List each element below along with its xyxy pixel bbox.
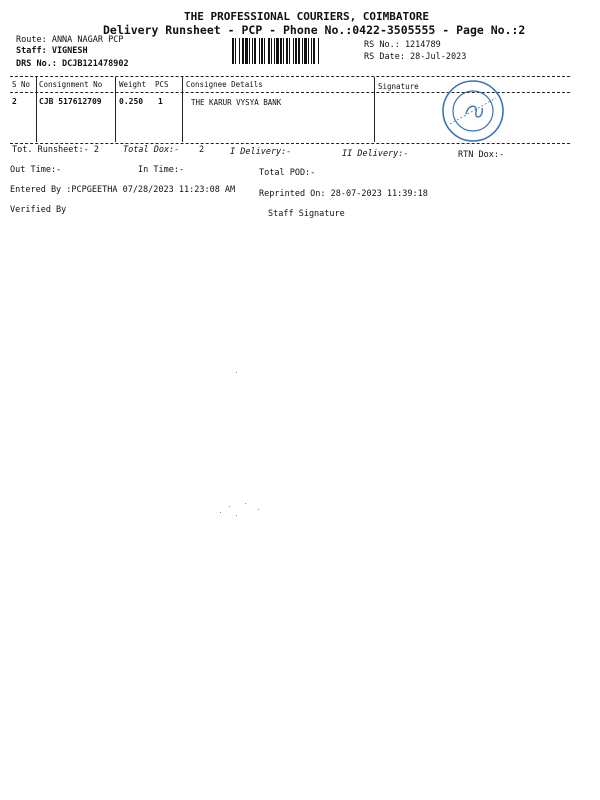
scan-speck [258,509,259,510]
barcode-bar [264,38,265,64]
scan-speck [229,506,230,507]
barcode-bar [295,38,297,64]
col-divider [36,77,37,142]
total-runsheet: Tot. Runsheet:- 2 [12,145,99,155]
scan-speck [245,503,246,504]
col-header-consignment: Consignment No [39,80,103,89]
rs-date: RS Date: 28-Jul-2023 [364,52,467,62]
barcode-bar [313,38,315,64]
verified-by-label: Verified By [10,205,67,215]
col-divider [115,77,116,142]
barcode-bar [289,38,290,64]
rtn-dox-label: RTN Dox:- [458,150,505,160]
total-dox-label: Total Dox:- [123,145,180,155]
ii-delivery-label: II Delivery:- [342,149,409,159]
total-dox-value: 2 [199,145,205,155]
row-sno: 2 [12,97,17,106]
barcode-bar [286,38,288,64]
row-pcs: 1 [158,97,163,106]
route-label: Route: ANNA NAGAR PCP [16,35,124,45]
barcode-image [232,38,358,64]
barcode-bar [259,38,260,64]
barcode-bar [276,38,279,64]
barcode-bar [274,38,275,64]
barcode-bar [308,38,309,64]
col-divider [182,77,183,142]
col-divider [374,77,375,142]
total-pod-label: Total POD:- [259,168,316,178]
company-title: THE PROFESSIONAL COURIERS, COIMBATORE [184,10,430,23]
barcode-bar [311,38,312,64]
out-time-label: Out Time:- [10,165,62,175]
delivery-stamp-icon [440,78,506,144]
barcode-bar [298,38,300,64]
scan-speck [220,512,221,513]
entered-by: Entered By :PCPGEETHA 07/28/2023 11:23:08 AM [10,185,236,195]
barcode-bar [245,38,248,64]
row-consignment: CJB 517612709 [39,97,102,106]
col-header-signature: Signature [378,82,419,91]
row-weight: 0.250 [119,97,144,106]
barcode-bar [283,38,284,64]
reprinted-on: Reprinted On: 28-07-2023 11:39:18 [259,189,428,199]
scan-speck [236,515,237,516]
barcode-bar [271,38,272,64]
barcode-bar [252,38,253,64]
barcode-bar [268,38,270,64]
row-consignee: THE KARUR VYSYA BANK [191,98,282,107]
in-time-label: In Time:- [138,165,185,175]
barcode-bar [232,38,234,64]
barcode-bar [242,38,244,64]
barcode-bar [254,38,256,64]
col-header-sno: S No [12,80,31,89]
runsheet-subtitle: Delivery Runsheet - PCP - Phone No.:0422-3505555 - Page No.:2 [103,23,526,37]
table-top-rule [10,76,570,77]
barcode-bar [235,38,236,64]
barcode-bar [304,38,307,64]
barcode-bar [293,38,294,64]
barcode-bar [239,38,240,64]
col-header-pcs: PCS [155,80,169,89]
barcode-bar [302,38,303,64]
barcode-bar [280,38,282,64]
col-header-weight: Weight [119,80,147,89]
staff-signature-label: Staff Signature [268,209,345,219]
barcode-bar [318,38,319,64]
drs-number: DRS No.: DCJB121478902 [16,59,129,69]
barcode-bar [261,38,263,64]
rs-number: RS No.: 1214789 [364,40,441,50]
col-header-consignee: Consignee Details [186,80,263,89]
scan-speck [236,372,237,373]
barcode-bar [249,38,250,64]
i-delivery-label: I Delivery:- [230,147,292,157]
staff-label: Staff: VIGNESH [16,46,88,56]
